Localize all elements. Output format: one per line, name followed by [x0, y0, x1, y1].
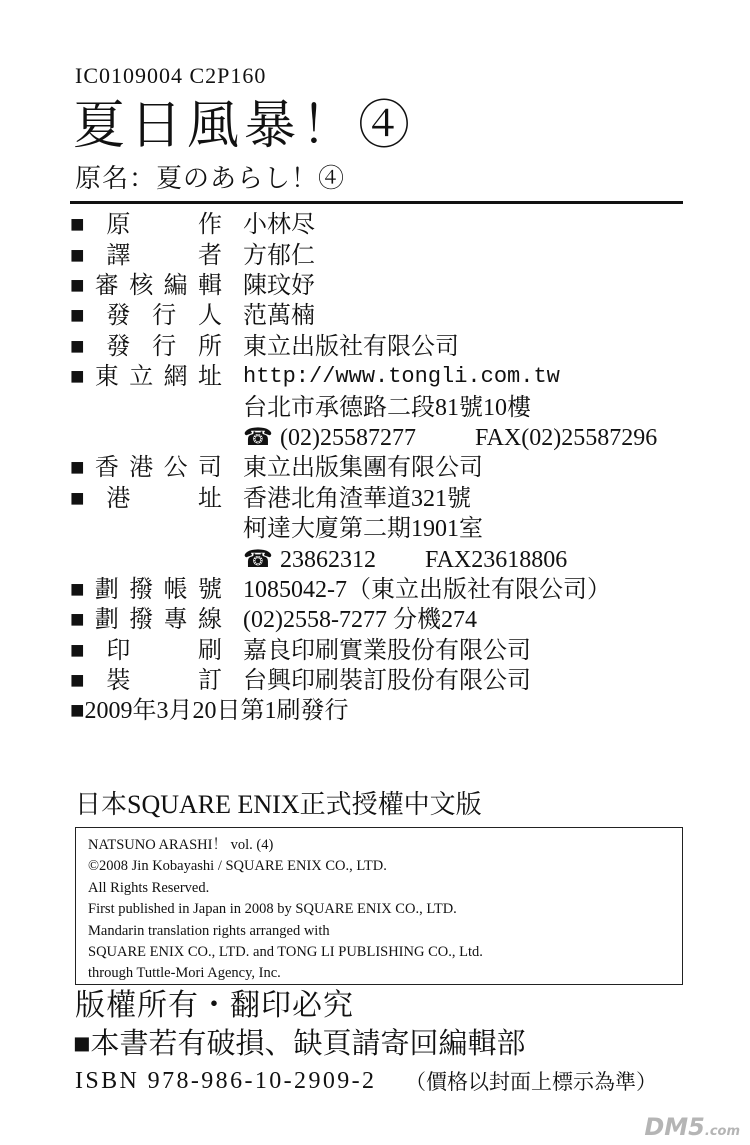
- fax-number: FAX23618806: [425, 547, 568, 573]
- credit-row-publisher-person: [70, 301, 683, 331]
- credit-value: 香港北角渣華道321號: [243, 485, 471, 512]
- watermark-suffix: .com: [704, 1124, 740, 1139]
- copyright-line: Mandarin translation rights arranged with: [88, 922, 330, 939]
- credit-value: 方郁仁: [243, 242, 315, 269]
- hk-address-line: 柯達大廈第二期1901室: [243, 516, 483, 543]
- credit-row-phone-taipei: [70, 423, 683, 453]
- credit-row-author: [70, 210, 683, 240]
- credit-label: ■發行所: [70, 333, 222, 360]
- credit-label: ■原 作: [70, 212, 222, 239]
- phone-icon: ☎: [243, 545, 273, 573]
- credit-value: 台興印刷裝訂股份有限公司: [243, 668, 531, 695]
- credit-value: 小林尽: [243, 212, 315, 239]
- credit-value: (02)2558-7277 分機274: [243, 607, 477, 634]
- credit-label: ■港 址: [70, 485, 222, 512]
- credit-label: ■印 刷: [70, 637, 222, 664]
- price-note: （價格以封面上標示為準）: [405, 1070, 657, 1094]
- rights-reserved: 版權所有・翻印必究: [75, 989, 354, 1022]
- credit-row-hk-address-2: [70, 514, 683, 544]
- credit-value: 陳玟妤: [243, 272, 315, 299]
- credit-label: ■東立網址: [70, 364, 222, 391]
- copyright-line: First published in Japan in 2008 by SQUARE ENIX CO., LTD.: [88, 901, 457, 918]
- credit-label: ■發行人: [70, 303, 222, 330]
- credit-value: 范萬楠: [243, 303, 315, 330]
- credit-row-editor: [70, 271, 683, 301]
- credit-label: ■譯 者: [70, 242, 222, 269]
- isbn: ISBN 978-986-10-2909-2: [75, 1068, 377, 1094]
- phone-number: (02)25587277: [280, 425, 416, 452]
- credit-label: ■審核編輯: [70, 272, 222, 299]
- phone-number: 23862312: [280, 547, 376, 573]
- credit-value: 嘉良印刷實業股份有限公司: [243, 637, 531, 664]
- contact-line: [243, 422, 657, 453]
- credit-value: 東立出版集團有限公司: [243, 455, 483, 482]
- phone-icon: ☎: [243, 423, 273, 452]
- watermark-logo: [644, 1113, 740, 1141]
- website-link[interactable]: http://www.tongli.com.tw: [243, 364, 560, 390]
- fax-number: FAX(02)25587296: [475, 425, 658, 452]
- credit-row-printer: [70, 635, 683, 665]
- license-statement: 日本SQUARE ENIX正式授權中文版: [75, 790, 482, 819]
- credit-row-address: [70, 392, 683, 422]
- original-title: 原名：夏のあらし！④: [75, 164, 346, 193]
- copyright-line: NATSUNO ARASHI！ vol. (4): [88, 837, 274, 853]
- taipei-address: 台北市承德路二段81號10樓: [243, 394, 531, 421]
- credit-value: 1085042-7（東立出版社有限公司）: [243, 576, 611, 603]
- copyright-line: SQUARE ENIX CO., LTD. and TONG LI PUBLISHING CO., Ltd.: [88, 944, 483, 961]
- credit-row-translator: [70, 240, 683, 270]
- credit-label: ■裝 訂: [70, 668, 222, 695]
- credit-value: 東立出版社有限公司: [243, 333, 459, 360]
- credit-row-postal-line: [70, 605, 683, 635]
- copyright-line: ©2008 Jin Kobayashi / SQUARE ENIX CO., LTD.: [88, 858, 387, 875]
- contact-line: [243, 544, 567, 575]
- credit-row-phone-hk: [70, 544, 683, 574]
- credit-row-publisher: [70, 332, 683, 362]
- credit-row-website: [70, 362, 683, 392]
- title-divider: [70, 201, 683, 204]
- credit-label: ■劃撥帳號: [70, 576, 222, 603]
- watermark-main: DM5: [644, 1113, 705, 1141]
- book-title: 夏日風暴！④: [73, 98, 416, 155]
- copyright-box: [75, 827, 683, 985]
- product-code: IC0109004 C2P160: [75, 63, 267, 88]
- credit-row-postal-account: [70, 575, 683, 605]
- credits-list: [70, 210, 683, 727]
- copyright-line: through Tuttle-Mori Agency, Inc.: [88, 965, 281, 982]
- damage-notice: ■本書若有破損、缺頁請寄回編輯部: [73, 1028, 526, 1060]
- release-date: ■2009年3月20日第1刷發行: [70, 698, 349, 725]
- credit-row-binder: [70, 666, 683, 696]
- copyright-line: All Rights Reserved.: [88, 879, 210, 896]
- credit-label: ■劃撥專線: [70, 607, 222, 634]
- credit-row-hk-address: [70, 484, 683, 514]
- credit-row-hk-company: [70, 453, 683, 483]
- credit-label: ■香港公司: [70, 455, 222, 482]
